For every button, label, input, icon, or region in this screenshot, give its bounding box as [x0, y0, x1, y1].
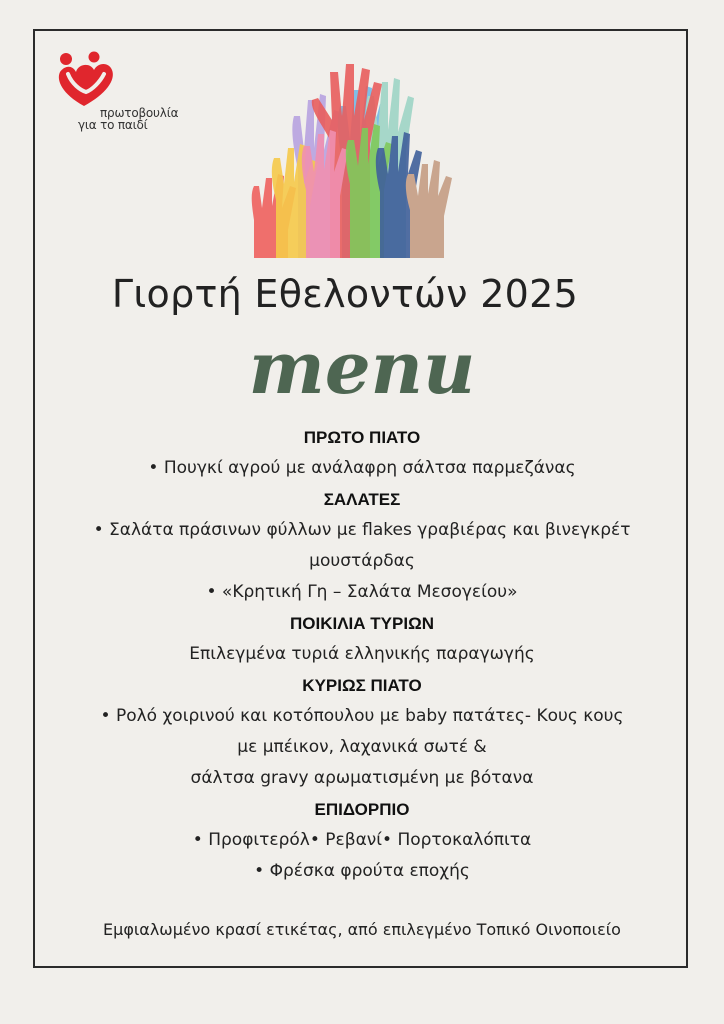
- menu-item: μουστάρδας: [309, 551, 415, 571]
- menu-item: • Φρέσκα φρούτα εποχής: [254, 861, 470, 881]
- section-title: ΠΟΙΚΙΛΙΑ ΤΥΡΙΩΝ: [290, 614, 434, 633]
- footer-note: Εμφιαλωμένο κρασί ετικέτας, από επιλεγμένο Τοπικό Οινοποιείο: [103, 920, 621, 939]
- menu-item: • Προφιτερόλ• Ρεβανί• Πορτοκαλόπιτα: [192, 830, 532, 850]
- menu-item: Επιλεγμένα τυριά ελληνικής παραγωγής: [189, 644, 535, 664]
- menu-section-dessert: [40, 794, 684, 887]
- colorful-raised-hands-illustration: [250, 60, 462, 258]
- menu-heading: menu: [248, 325, 476, 410]
- menu-section-salads: [40, 484, 684, 608]
- menu-item: με μπέικον, λαχανικά σωτέ &: [237, 737, 487, 757]
- logo-text: [78, 107, 178, 131]
- menu-section-first-course: [40, 422, 684, 484]
- organization-logo: [54, 50, 204, 140]
- menu-item: σάλτσα gravy αρωματισμένη με βότανα: [190, 768, 534, 788]
- menu-content: [40, 422, 684, 887]
- menu-item: • Πουγκί αγρού με ανάλαφρη σάλτσα παρμεζάνας: [148, 458, 576, 478]
- menu-item: • Ρολό χοιρινού και κοτόπουλου με baby πατάτες- Κους κους: [100, 706, 624, 726]
- menu-section-cheeses: [40, 608, 684, 670]
- section-title: ΠΡΩΤΟ ΠΙΑΤΟ: [303, 428, 421, 447]
- logo-line-2: για το παιδί: [78, 118, 148, 132]
- menu-item: • «Κρητική Γη – Σαλάτα Μεσογείου»: [206, 582, 518, 602]
- heart-family-icon: [54, 50, 118, 110]
- menu-section-main-course: [40, 670, 684, 794]
- menu-item: • Σαλάτα πράσινων φύλλων με flakes γραβιέρας και βινεγκρέτ: [93, 520, 631, 540]
- section-title: ΣΑΛΑΤΕΣ: [323, 490, 401, 509]
- section-title: ΚΥΡΙΩΣ ΠΙΑΤΟ: [302, 676, 422, 695]
- page-title: Γιορτή Εθελοντών 2025: [111, 272, 579, 316]
- logo-line-1: πρωτοβουλία: [100, 106, 179, 120]
- section-title: ΕΠΙΔΟΡΠΙΟ: [314, 800, 410, 819]
